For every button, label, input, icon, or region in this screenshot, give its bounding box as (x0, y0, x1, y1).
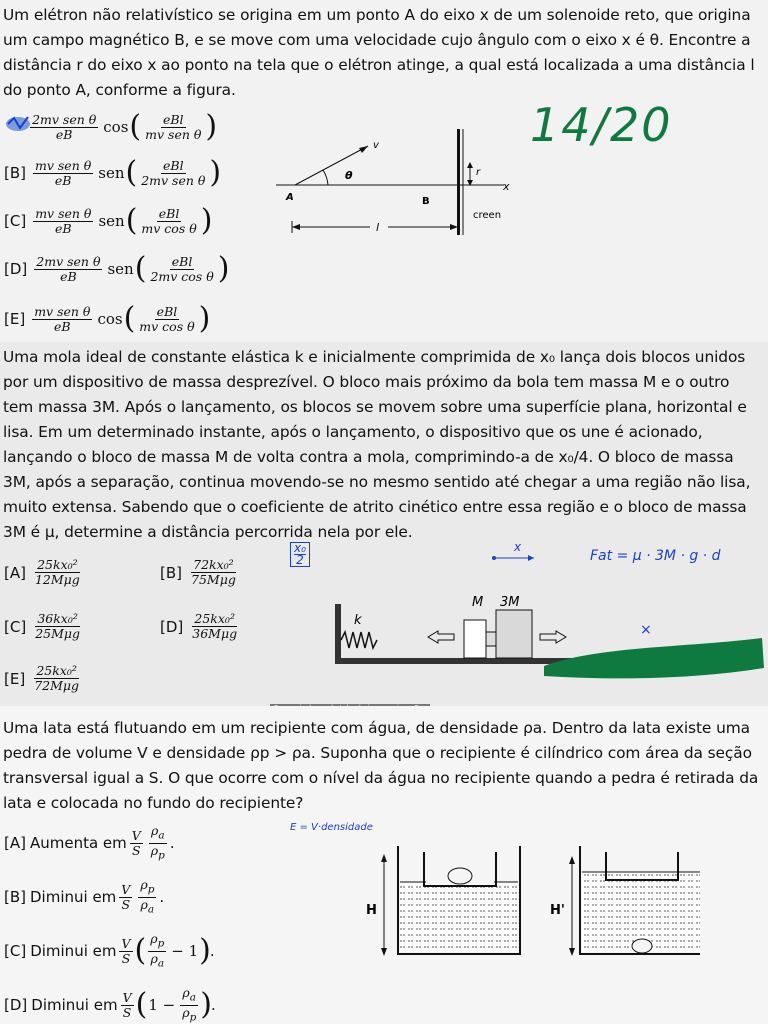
q2-option-a[interactable] (4, 558, 85, 587)
question-2-panel (0, 342, 768, 706)
option-label: [C] (4, 942, 27, 960)
screen (457, 129, 460, 235)
option-argument: $\frac{\text{eBl}}{\text{2mv sen θ}}$ (141, 157, 206, 188)
containers-figure (360, 842, 700, 962)
height-h-label: H (366, 903, 377, 918)
q2-option-b[interactable] (160, 558, 241, 587)
mass-3m-label: 3M (500, 595, 520, 610)
option-label: [A] (4, 563, 26, 582)
r-label: r (476, 167, 481, 178)
density-ratio: $\frac{\rho_p}{\rho_a}$ (150, 931, 165, 969)
option-label: [B] (4, 888, 26, 906)
height-h-prime-label: H' (550, 903, 565, 918)
buoyancy-note: E = V·densidade (290, 822, 373, 833)
option-value: $\frac{\text{25kx₀²}}{\text{12Mμg}}$ (34, 557, 80, 587)
handwritten-fraction-note: x₀ 2 (290, 542, 310, 567)
mass-m-label: M (472, 595, 484, 610)
option-value: $\frac{\text{36kx₀²}}{\text{25Mμg}}$ (35, 611, 81, 641)
q2-option-d[interactable] (160, 612, 242, 641)
trig-function: cos (103, 118, 129, 136)
option-value: $\frac{\text{72kx₀²}}{\text{75Mμg}}$ (191, 557, 236, 587)
density-ratio: $\frac{\rho_a}{\rho_p}$ (150, 823, 165, 861)
option-label: [D] (4, 260, 28, 278)
option-argument: $\frac{\text{eBl}}{\text{mv cos θ}}$ (139, 303, 195, 334)
option-argument: $\frac{\text{eBl}}{\text{mv sen θ}}$ (145, 111, 202, 142)
ratio-vs: $\frac{V}{S}$ (122, 989, 132, 1020)
option-prefix: Diminui em (31, 996, 118, 1014)
option-label: [C] (4, 212, 27, 230)
q1-option-d[interactable]: [D] $\frac{\text{2mv sen θ}}{eB}$ sen ( $\frac{\text{eBl}}{\text{2mv cos θ}}$ ) (4, 251, 230, 286)
q3-option-a[interactable]: [A] Aumenta em $\frac{V}{S}$ $\frac{\rho_a}{\rho_p}$ . (4, 823, 175, 861)
density-ratio: $\frac{\rho_p}{\rho_a}$ (140, 877, 155, 915)
question-3-panel (0, 706, 768, 1024)
q2-option-e[interactable] (4, 664, 84, 693)
q1-option-c[interactable]: [C] $\frac{\text{mv sen θ}}{eB}$ sen ( $\frac{\text{eBl}}{\text{mv cos θ}}$ ) (4, 203, 213, 238)
q1-option-a[interactable]: $\frac{\text{2mv sen θ}}{eB}$ cos ( $\frac{\text{eBl}}{\text{mv sen θ}}$ ) (4, 112, 216, 142)
q3-option-c[interactable]: [C] Diminui em $\frac{V}{S}$ ( $\frac{\rho_p}{\rho_a}$ − 1 ) . (4, 931, 215, 969)
trig-function: sen (98, 212, 125, 230)
velocity-label: v (373, 140, 379, 151)
option-value: $\frac{\text{25kx₀²}}{\text{36Mμg}}$ (192, 611, 238, 641)
option-prefix: Diminui em (30, 888, 117, 906)
point-b-label: B (422, 196, 430, 207)
trig-function: sen (98, 164, 125, 182)
handwritten-x-mark: × (640, 622, 652, 638)
ratio-vs: $\frac{V}{S}$ (131, 827, 141, 858)
question-1-text: Um elétron não relativístico se origina em um ponto A do eixo x de um solenoide reto, que origina um campo magnético B, e se move com uma velocidade cujo ângulo com o eixo x é θ. Encontre a distância r do eixo x ao ponto na tela que o elétron atinge, a qual está localizada a uma distância l do ponto A, conforme a figura. (3, 6, 755, 99)
electron-trajectory-figure (270, 124, 514, 240)
q1-option-e[interactable]: [E] $\frac{\text{mv sen θ}}{eB}$ cos ( $\frac{\text{eBl}}{\text{mv cos θ}}$ ) (4, 301, 211, 336)
option-label: [A] (4, 834, 26, 852)
block-m (464, 620, 486, 658)
option-label: [B] (160, 563, 182, 582)
q3-option-d[interactable]: [D] Diminui em $\frac{V}{S}$ ( 1 − $\frac{\rho_a}{\rho_p}$ ) . (4, 985, 216, 1023)
option-coefficient: $\frac{\text{mv sen θ}}{eB}$ (35, 157, 92, 188)
option-coefficient: $\frac{\text{mv sen θ}}{eB}$ (35, 205, 92, 236)
question-3-text: Uma lata está flutuando em um recipiente com água, de densidade ρa. Dentro da lata existe uma pedra de volume V e densidade ρp > ρa. Suponha que o recipiente é cilíndrico com área da seção transversal igual a S. O que ocorre com o nível da água no recipiente quando a pedra é retirada da lata e colocada no fundo do recipiente? (3, 719, 759, 812)
option-label: [C] (4, 617, 27, 636)
x-axis-label: x (503, 180, 510, 193)
option-label: [D] (4, 996, 28, 1014)
q2-option-c[interactable] (4, 612, 85, 641)
velocity-vector (295, 146, 368, 185)
arrow-label: x (514, 540, 522, 554)
handwritten-strike (540, 628, 768, 688)
point-a-label: A (286, 192, 294, 203)
theta-label: θ (345, 169, 353, 182)
option-label: [D] (160, 617, 184, 636)
handwritten-score: 14/20 (530, 98, 673, 152)
screen-label: creen (473, 210, 502, 221)
option-label: [B] (4, 164, 26, 182)
question-1-panel (0, 0, 768, 342)
checkmark-icon (4, 114, 34, 134)
option-coefficient: $\frac{\text{2mv sen θ}}{eB}$ (36, 253, 101, 284)
option-prefix: Aumenta em (29, 834, 127, 852)
option-argument: $\frac{\text{eBl}}{\text{2mv cos θ}}$ (150, 253, 214, 284)
trig-function: sen (107, 260, 134, 278)
option-prefix: Diminui em (30, 942, 117, 960)
ratio-vs: $\frac{V}{S}$ (121, 881, 131, 912)
option-coefficient: $\frac{\text{2mv sen θ}}{eB}$ (32, 111, 97, 142)
option-label: [E] (4, 669, 26, 688)
spring-constant-label: k (354, 613, 362, 628)
q1-option-b[interactable]: [B] $\frac{\text{mv sen θ}}{eB}$ sen ( $\frac{\text{eBl}}{\text{2mv sen θ}}$ ) (4, 155, 222, 190)
option-label: [E] (4, 310, 26, 328)
option-argument: $\frac{\text{eBl}}{\text{mv cos θ}}$ (141, 205, 197, 236)
option-coefficient: $\frac{\text{mv sen θ}}{eB}$ (34, 303, 91, 334)
friction-note: Fat = μ · 3M · g · d (590, 548, 721, 564)
l-label: l (376, 221, 380, 234)
trig-function: cos (97, 310, 123, 328)
option-value: $\frac{\text{25kx₀²}}{\text{72Mμg}}$ (34, 663, 80, 693)
ratio-vs: $\frac{V}{S}$ (121, 935, 131, 966)
block-3m (496, 610, 532, 658)
question-2-text: Uma mola ideal de constante elástica k e inicialmente comprimida de x₀ lança dois blocos unidos por um dispositivo de massa desprezível. O bloco mais próximo da bola tem massa M e o outro tem massa 3M. Após o lançamento, os blocos se movem sobre uma superfície plana, horizontal e lisa. Em um determinado instante, após o lançamento, o dispositivo que os une é acionado, lançando o bloco de massa M de volta contra a mola, comprimindo-a de x₀/4. O bloco de massa 3M, após a separação, continua movendo-se no mesmo sentido até chegar a uma região não lisa, muito extensa. Sabendo que o coeficiente de atrito cinético entre essa região e o bloco de massa 3M é μ, determine a distância percorrida nela por ele. (3, 348, 751, 541)
density-ratio: $\frac{\rho_a}{\rho_p}$ (182, 985, 197, 1023)
q3-option-b[interactable]: [B] Diminui em $\frac{V}{S}$ $\frac{\rho_p}{\rho_a}$ . (4, 877, 165, 915)
